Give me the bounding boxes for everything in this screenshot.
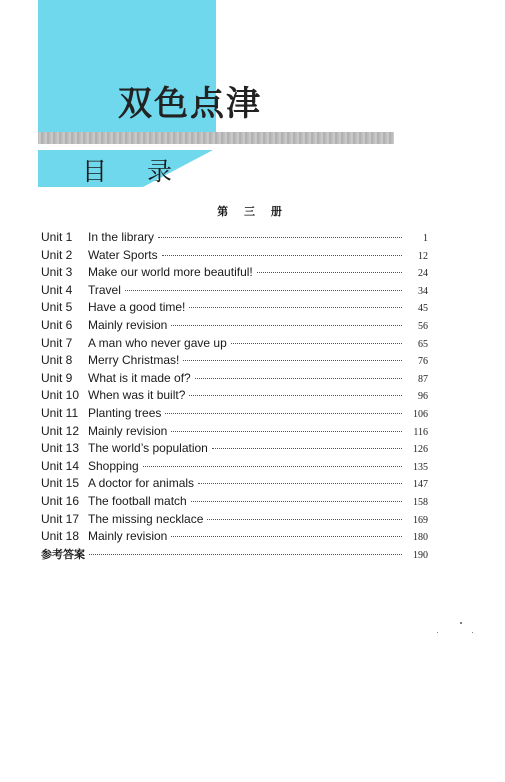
- toc-entry-title: Mainly revision: [88, 529, 168, 544]
- dot-leader: [89, 554, 402, 555]
- toc-entry-title: Mainly revision: [88, 317, 168, 332]
- dot-leader: [207, 519, 402, 520]
- dot-leader: [171, 325, 402, 326]
- toc-row[interactable]: [41, 511, 428, 529]
- toc-entry-title: Shopping: [88, 458, 139, 473]
- toc-page-number: 190: [413, 549, 428, 561]
- dot-leader: [162, 255, 402, 256]
- toc-unit-label: Unit 15: [41, 476, 80, 491]
- toc-row[interactable]: [41, 423, 428, 441]
- toc-row[interactable]: [41, 405, 428, 423]
- toc-page-number: 1: [423, 233, 428, 244]
- toc-entry-title: Have a good time!: [88, 300, 186, 315]
- toc-entry-title: When was it built?: [88, 388, 186, 403]
- toc-unit-label: Unit 12: [41, 423, 80, 438]
- toc-row[interactable]: [41, 458, 428, 476]
- toc-page-number: 135: [413, 461, 428, 473]
- toc-entry-title: Planting trees: [88, 405, 162, 420]
- toc-entry-title: The football match: [88, 493, 187, 508]
- dot-leader: [198, 483, 402, 484]
- dot-leader: [212, 448, 402, 449]
- toc-unit-label: Unit 13: [41, 441, 80, 456]
- volume-label: 第 三 册: [217, 205, 288, 218]
- toc-heading: 目 录: [82, 157, 188, 186]
- toc-row[interactable]: [41, 352, 428, 370]
- toc-page-number: 96: [418, 391, 428, 403]
- decorative-band: [38, 132, 394, 144]
- toc-unit-label: Unit 2: [41, 247, 73, 262]
- toc-entry-title: Make our world more beautiful!: [88, 265, 253, 280]
- toc-page-number: 147: [413, 479, 428, 491]
- toc-page-number: 56: [418, 320, 428, 332]
- toc-page-number: 12: [418, 250, 428, 262]
- toc-row[interactable]: [41, 299, 428, 317]
- dot-leader: [125, 290, 402, 291]
- toc-entry-title: Travel: [88, 282, 121, 297]
- toc-page-number: 87: [418, 373, 428, 385]
- toc-entry-title: A doctor for animals: [88, 476, 195, 491]
- dot-leader: [189, 307, 402, 308]
- toc-unit-label: Unit 18: [41, 529, 80, 544]
- toc-page-number: 126: [413, 444, 428, 456]
- toc-entry-title: The missing necklace: [88, 511, 204, 526]
- toc-unit-label: Unit 5: [41, 300, 73, 315]
- toc-page-number: 116: [413, 426, 428, 438]
- scan-speck: [437, 632, 438, 633]
- dot-leader: [183, 360, 402, 361]
- toc-row-answers[interactable]: [41, 546, 428, 564]
- toc-row[interactable]: [41, 440, 428, 458]
- series-title: 双色点津: [118, 84, 262, 124]
- dot-leader: [231, 343, 402, 344]
- toc-entry-title: 参考答案: [41, 547, 85, 561]
- toc-row[interactable]: [41, 229, 428, 247]
- toc-entry-title: Water Sports: [88, 247, 158, 262]
- dot-leader: [189, 395, 402, 396]
- toc-unit-label: Unit 6: [41, 317, 73, 332]
- dot-leader: [143, 466, 402, 467]
- scan-speck: [460, 622, 462, 624]
- toc-page-number: 169: [413, 514, 428, 526]
- toc-row[interactable]: [41, 247, 428, 265]
- toc-unit-label: Unit 10: [41, 388, 80, 403]
- toc-row[interactable]: [41, 528, 428, 546]
- dot-leader: [257, 272, 402, 273]
- toc-entry-title: The world’s population: [88, 441, 208, 456]
- toc-unit-label: Unit 3: [41, 265, 73, 280]
- toc-page-number: 106: [413, 408, 428, 420]
- toc-row[interactable]: [41, 370, 428, 388]
- toc-page-number: 24: [418, 268, 428, 280]
- toc-entry-title: Mainly revision: [88, 423, 168, 438]
- toc-entry-title: In the library: [88, 230, 155, 244]
- toc-unit-label: Unit 7: [41, 335, 73, 350]
- dot-leader: [165, 413, 402, 414]
- dot-leader: [171, 536, 402, 537]
- toc-row[interactable]: [41, 282, 428, 300]
- toc-unit-label: Unit 14: [41, 458, 80, 473]
- toc-page-number: 180: [413, 532, 428, 544]
- dot-leader: [191, 501, 402, 502]
- toc-page-number: 65: [418, 338, 428, 350]
- toc-unit-label: Unit 9: [41, 370, 73, 385]
- toc-page-number: 76: [418, 356, 428, 368]
- toc-entry-title: Merry Christmas!: [88, 353, 180, 368]
- dot-leader: [195, 378, 402, 379]
- toc-row[interactable]: [41, 493, 428, 511]
- toc-unit-label: Unit 16: [41, 493, 80, 508]
- toc-row[interactable]: [41, 387, 428, 405]
- toc-page-number: 158: [413, 496, 428, 508]
- dot-leader: [158, 237, 402, 238]
- toc-page-number: 34: [418, 285, 428, 297]
- toc-entry-title: A man who never gave up: [88, 335, 227, 350]
- dot-leader: [171, 431, 402, 432]
- toc-row[interactable]: [41, 475, 428, 493]
- toc-unit-label: Unit 17: [41, 511, 80, 526]
- toc-row[interactable]: [41, 264, 428, 282]
- toc-list: [41, 229, 428, 563]
- toc-row[interactable]: [41, 317, 428, 335]
- toc-unit-label: Unit 8: [41, 353, 73, 368]
- toc-unit-label: Unit 1: [41, 230, 73, 244]
- toc-unit-label: Unit 11: [41, 405, 79, 420]
- toc-unit-label: Unit 4: [41, 282, 73, 297]
- scan-speck: [472, 632, 473, 633]
- toc-page-number: 45: [418, 303, 428, 315]
- toc-row[interactable]: [41, 335, 428, 353]
- toc-entry-title: What is it made of?: [88, 370, 191, 385]
